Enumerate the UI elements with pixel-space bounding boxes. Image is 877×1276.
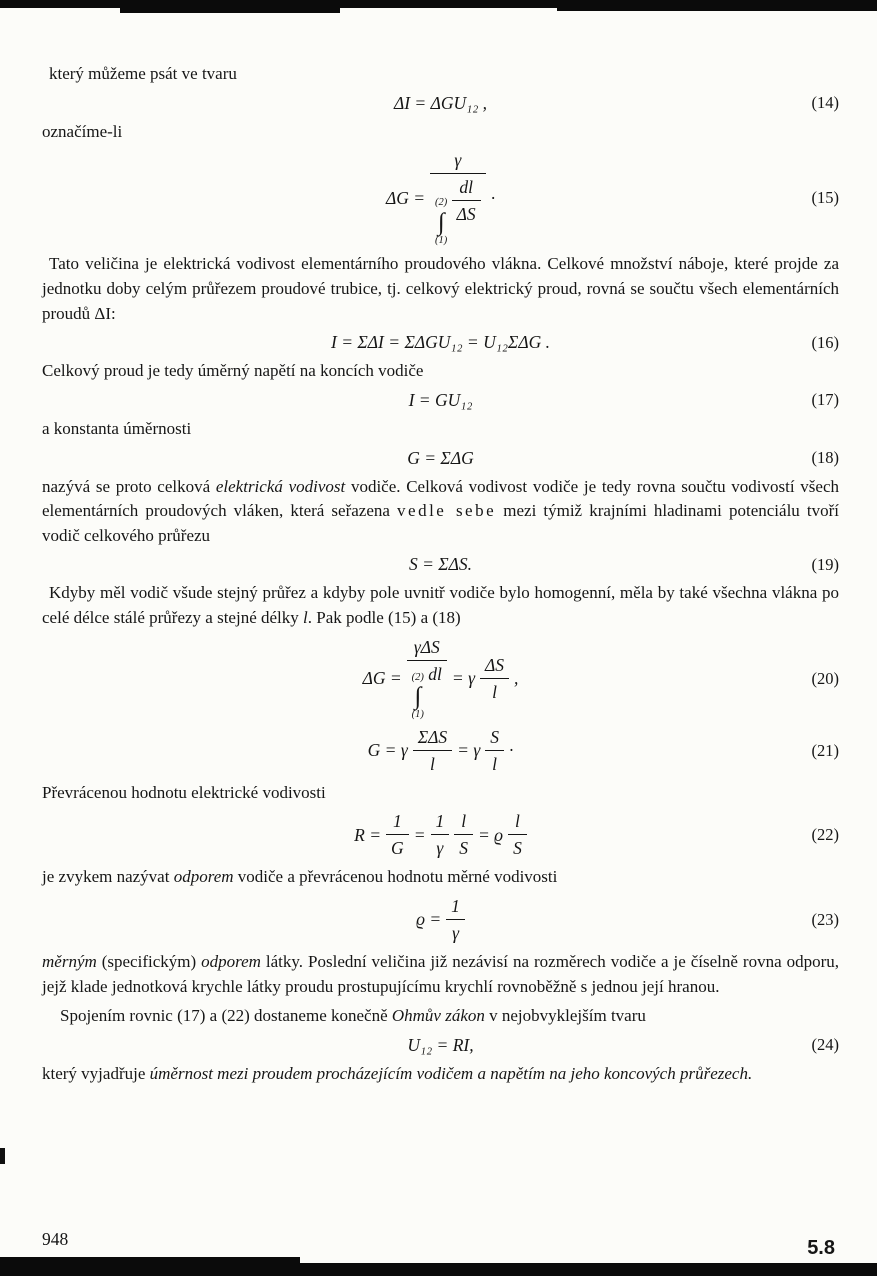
paragraph-oznacime: označíme-li (42, 121, 123, 141)
equation-row-20 (42, 637, 839, 721)
fraction (485, 727, 504, 775)
scan-mark (0, 1148, 5, 1164)
equation-23 (416, 896, 465, 944)
text-segment: vodiče a převrácenou hodnotu měrné vodivosti (233, 867, 558, 887)
fraction-denominator: l (429, 753, 435, 774)
paragraph-intro: který můžeme psát ve tvaru (49, 64, 237, 83)
fraction-numerator: ΣΔS (413, 727, 452, 751)
text-segment: Kdyby měl vodič všude stejný průřez a kdyby pole uvnitř vodiče bylo homogenní, měla by také všechna vlákna po celé délce stálé průřezy a stejné délky (42, 583, 839, 628)
page-footer (42, 1229, 835, 1260)
equation-row-24 (42, 1035, 839, 1056)
fraction (454, 811, 473, 859)
fraction (446, 896, 465, 944)
text-segment: v nejobvyklejším tvaru (484, 1006, 646, 1026)
equation-mid: = γ (451, 668, 476, 689)
fraction-denominator: S (513, 838, 522, 859)
equation-row-22 (42, 811, 839, 859)
fraction-numerator: ΔS (480, 655, 509, 679)
equation-20 (363, 637, 519, 721)
equation-number-14: (14) (811, 93, 839, 113)
equation-row-18 (42, 448, 839, 469)
equation-comma: , (514, 668, 519, 689)
paragraph-celkovy-proud: Celkový proud je tedy úměrný napětí na koncích vodiče (42, 361, 424, 381)
fraction-denominator: l (492, 753, 498, 774)
paragraph-konstanta: a konstanta úměrnosti (42, 418, 192, 438)
fraction-denominator: l (492, 681, 497, 702)
scan-edge-top (0, 0, 877, 8)
equation-mid: = γ (457, 740, 481, 761)
equation-14 (394, 93, 487, 114)
page-content (42, 62, 839, 1092)
text-segment: vodiče. Celková vodivost vodiče je tedy rovna součtu vodivostí všech elementárních proudových vláken, která seřazena (42, 476, 839, 521)
integral-lower-limit: (1) (411, 709, 424, 721)
integral-sign: ∫ (437, 208, 445, 236)
fraction-numerator: 1 (431, 811, 450, 835)
equation-number-15: (15) (811, 188, 839, 208)
equation-row-17 (42, 390, 839, 411)
paragraph-je-zvykem (42, 865, 839, 890)
letterspaced-text: vedle sebe (397, 501, 497, 521)
text-segment: . Pak podle (15) a (18) (307, 608, 461, 628)
equation-number-19: (19) (811, 554, 839, 574)
equation-body: I = ΣΔI = ΣΔGU₁₂ = U₁₂ΣΔG . (331, 332, 550, 353)
fraction-numerator: l (508, 811, 527, 835)
paragraph-mernym (42, 950, 839, 999)
equation-number-17: (17) (811, 390, 839, 410)
integral (435, 198, 447, 246)
math-variable: l (303, 608, 308, 628)
equation-15 (386, 150, 495, 246)
equation-19 (409, 554, 472, 575)
equation-number-18: (18) (811, 448, 839, 467)
text-segment: látky. Poslední veličina již nezávisí na rozměrech vodiče a je číselně rovna odporu, jejž klade jednotková krychle látky proudu prostupujícímu krychlí rovnoběžně s jednou její hranou. (42, 951, 839, 996)
fraction (413, 727, 452, 775)
fraction-numerator: 1 (386, 811, 409, 835)
equation-period: · (508, 740, 514, 761)
equation-body: I = GU₁₂ (408, 389, 473, 410)
equation-number-22: (22) (811, 825, 839, 845)
equation-row-16 (42, 332, 839, 353)
emphasis-text: elektrická vodivost (215, 476, 346, 496)
equation-17 (409, 390, 473, 411)
fraction (431, 811, 450, 859)
equation-18 (407, 448, 474, 469)
fraction (508, 811, 527, 859)
equation-lhs: R = (354, 824, 382, 845)
equals-sign: = (413, 824, 426, 845)
paragraph-prevracenou: Převrácenou hodnotu elektrické vodivosti (42, 782, 326, 802)
equation-lhs: ΔG = (385, 187, 426, 208)
integral-sign: ∫ (414, 683, 422, 711)
equation-lhs: ΔG = (362, 668, 402, 689)
equation-row-19 (42, 554, 839, 575)
equation-21 (368, 727, 514, 775)
fraction-denominator: γ (452, 922, 459, 943)
equation-number-24: (24) (811, 1035, 839, 1055)
paragraph-nazyva-se (42, 475, 839, 549)
fraction-numerator: l (454, 811, 473, 835)
text-segment: (specifickým) (96, 951, 202, 971)
fraction-denominator: G (391, 838, 404, 859)
equation-24 (407, 1035, 473, 1056)
fraction-denominator: γ (436, 838, 444, 859)
equation-period: · (490, 187, 496, 208)
equation-row-21 (42, 727, 839, 775)
fraction-numerator: 1 (446, 896, 465, 920)
equation-number-16: (16) (811, 332, 839, 352)
text-segment: Spojením rovnic (17) a (22) dostaneme konečně (60, 1006, 392, 1026)
emphasis-text: odporem (173, 867, 234, 887)
equation-body: S = ΣΔS. (408, 554, 473, 575)
fraction-numerator: γ (430, 150, 486, 174)
emphasis-text: Ohmův zákon (391, 1006, 485, 1026)
fraction-numerator: dl (452, 177, 481, 201)
inner-fraction (452, 177, 481, 225)
emphasis-text: měrným (42, 951, 97, 971)
equation-body: U₁₂ = RI, (407, 1034, 474, 1055)
paragraph-kdyby (42, 581, 839, 630)
equation-number-23: (23) (811, 909, 839, 929)
equation-row-14 (42, 93, 839, 114)
fraction (430, 150, 486, 246)
equation-row-23 (42, 896, 839, 944)
paragraph-spojenim (42, 1004, 839, 1029)
paragraph-ktery-vyjadruje (42, 1062, 839, 1087)
fraction (480, 655, 509, 703)
fraction (386, 811, 409, 859)
equation-number-21: (21) (811, 740, 839, 760)
integral-upper-limit: (2) (411, 671, 424, 683)
equation-body: ΔI = ΔGU₁₂ , (393, 92, 488, 113)
integral-upper-limit: (2) (435, 197, 448, 209)
fraction-denominator (430, 174, 486, 246)
text-segment: který vyjadřuje (42, 1063, 150, 1083)
integral-lower-limit: (1) (435, 234, 448, 246)
fraction-numerator: γΔS (407, 637, 447, 661)
emphasis-text: odporem (201, 951, 261, 971)
fraction-numerator: S (485, 727, 504, 751)
text-segment: mezi týmiž krajními hladinami potenciálu tvoří vodič celkového průřezu (42, 501, 839, 545)
fraction-denominator (407, 661, 447, 721)
equation-lhs: G = γ (367, 740, 408, 761)
scan-edge-bottom (0, 1263, 877, 1276)
emphasis-text: úměrnost mezi proudem procházejícím vodičem a napětím na jeho koncových průřezech. (149, 1063, 753, 1083)
paragraph-tato-velicina: Tato veličina je elektrická vodivost elementárního proudového vlákna. Celkové množství náboje, které projde za jednotku doby celým průřezem proudové trubice, tj. celkový elektrický proud, rovná se součtu všech elementárních proudů ΔI: (42, 254, 839, 323)
text-segment: nazývá se proto celková (42, 476, 216, 496)
fraction-denominator: S (459, 838, 468, 859)
equation-22 (354, 811, 527, 859)
equation-mid: = ϱ (478, 824, 504, 845)
integrand: dl (428, 663, 442, 684)
equation-row-15 (42, 150, 839, 246)
integral (412, 673, 424, 721)
page-number: 948 (42, 1229, 69, 1249)
section-number: 5.8 (807, 1237, 835, 1259)
fraction (407, 637, 447, 721)
equation-number-20: (20) (811, 668, 839, 688)
equation-16 (331, 332, 550, 353)
equation-body: G = ΣΔG (407, 447, 474, 468)
text-segment: je zvykem nazývat (42, 867, 174, 887)
fraction-denominator: ΔS (456, 204, 476, 225)
equation-lhs: ϱ = (416, 909, 442, 930)
